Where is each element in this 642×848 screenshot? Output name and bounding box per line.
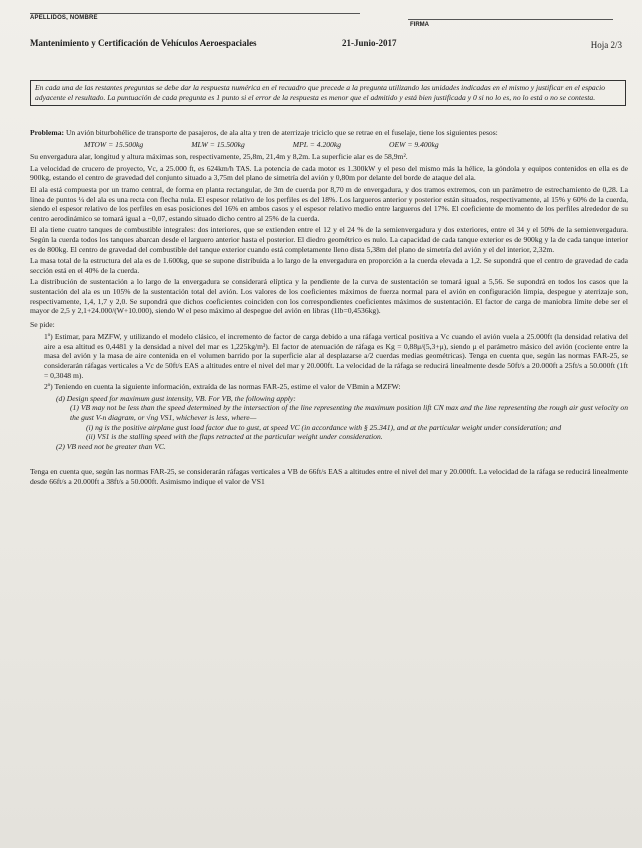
page-number: Hoja 2/3: [590, 40, 622, 50]
question-2: 2º) Teniendo en cuenta la siguiente información, extraída de las normas FAR-25, estime el valor de VBmin a MZFW:: [44, 382, 401, 392]
problem-heading: Problema:: [30, 128, 65, 137]
weights-row: [30, 140, 628, 150]
far-cite-i: (i) ng is the positive airplane gust load factor due to gust, at speed VC (in accordance with § 25.341), and at the particular weight under consideration; and: [86, 422, 562, 432]
paragraph-wing: El ala está compuesta por un tramo central, de forma en planta rectangular, de 3m de cuerda por 8,70 m de envergadura, y dos tramos extremos, con un parámetro de estrechamiento de 0,28. La línea de puntos ¼ del ala es una recta con flecha nula. El espesor relativo de los perfiles es del 18%. Los largueros anterior y posterior están situados, respectivamente, al 15% y 60% de la cuerda, siendo el espesor relativo de los perfiles en esas posiciones del 16% en ambos casos y el espesor relativo medio entre largueros del 17%. El coeficiente de momento de los perfiles alrededor de su centro aerodinámico se tomará igual a −0,07, estando situado dicho centro al 25% de la cuerda.: [30, 184, 628, 223]
far-cite-2: (2) VB need not be greater than VC.: [56, 441, 166, 451]
instructions-box: En cada una de las restantes preguntas se debe dar la respuesta numérica en el recuadro que precede a la pregunta utilizando las unidades indicadas en el mismo y justificar en el espacio adyacente el resultado. La puntuación de cada pregunta es 1 punto si el error de la respuesta es menor que el admitido y está bien justificada y 0 si no lo es, no lo está o no se contesta.: [30, 80, 626, 106]
paragraph-mass: La masa total de la estructura del ala es de 1.600kg, que se supone distribuida a lo largo de la envergadura en proporción a la cuerda elevada a 1,2. Se supondrá que el centro de gravedad de cada sección está en el 40% de la cuerda.: [30, 256, 628, 275]
course-title: Mantenimiento y Certificación de Vehículos Aeroespaciales: [30, 38, 257, 48]
problem-body: [30, 128, 628, 489]
exam-date: 21-Junio-2017: [342, 38, 397, 48]
signature-label: FIRMA: [410, 22, 429, 28]
name-line: [30, 13, 360, 14]
paragraph-speed: La velocidad de crucero de proyecto, Vc, a 25.000 ft, es 624km/h TAS. La potencia de cada motor es 1.300kW y el peso del mismo más la hélice, la góndola y equipos contenidos en ella es de 900kg, estando el centro de gravedad del conjunto situado a 3,75m del plano de simetría del avión y 0,80m por delante del borde de ataque del ala.: [30, 163, 628, 183]
far-cite-ii: (ii) VS1 is the stalling speed with the flaps retracted at the particular weight under consideration.: [86, 432, 383, 442]
paragraph-tanks: El ala tiene cuatro tanques de combustible integrales: dos interiores, que se extienden entre el 12 y el 24 % de la semienvergadura y dos exteriores, entre el 34 y el 50% de la semienvergadura. Según la cuerda todos los tanques abarcan desde el larguero anterior hasta el posterior. El diedro geométrico es nulo. La capacidad de cada tanque exterior es de 900kg y la de cada tanque interior es de 800kg. El centro de gravedad del combustible del tanque exterior cuando está completamente lleno dista 5,38m del plano de simetría del avión y el del interior, 2,32m.: [30, 225, 628, 254]
far-cite-1: (1) VB may not be less than the speed determined by the intersection of the line representing the maximum position lift CN max and the line representing the rough air gust velocity on the gust V-n diagram, or √ng VS1, whichever is less, where—: [70, 403, 628, 423]
weight-mpl: MPL = 4.200kg: [292, 139, 342, 149]
weight-oew: OEW = 9.400kg: [389, 139, 439, 149]
paragraph-dimensions: Su envergadura alar, longitud y altura máximas son, respectivamente, 25,8m, 21,4m y 8,2m. La superficie alar es de 58,9m².: [30, 152, 408, 162]
weight-mlw: MLW = 15.500kg: [191, 139, 245, 149]
question-1: 1º) Estimar, para MZFW, y utilizando el modelo clásico, el incremento de factor de carga debido a una ráfaga vertical positiva a Vc cuando el avión vuela a 25.000ft (la densidad relativa del aire a esa altitud es 0,4481 y la densidad a nivel del mar es 1,225kg/m³). El factor de atenuación de ráfaga es Kg = 0,88μ/(5,3+μ), siendo μ el parámetro másico del avión (cociente entre la masa del avión y la masa de aire contenida en el volumen barrido por la superficie alar al desplazarse a/2 cuerdas medias geométricas). Tenga en cuenta que, según las normas FAR-25, se considerarán ráfagas verticales a Vc de 50ft/s EAS a altitudes entre el nivel del mar y 20.000ft. La velocidad de la ráfaga se reducirá linealmente desde 50ft/s a 20.000ft a 25ft/s a 50.000ft (1ft = 0,3048 m).: [44, 332, 628, 380]
problem-intro: Problema: Un avión biturbohélice de transporte de pasajeros, de ala alta y tren de aterrizaje triciclo que se retrae en el fuselaje, tiene los siguientes pesos:: [30, 128, 498, 137]
weight-mtow: MTOW = 15.500kg: [84, 139, 144, 149]
signature-line: [408, 19, 613, 20]
se-pide: Se pide:: [30, 319, 55, 329]
final-paragraph: Tenga en cuenta que, según las normas FAR-25, se considerarán ráfagas verticales a VB de 66ft/s EAS a altitudes entre el nivel del mar y 20.000ft. La velocidad de la ráfaga se reducirá linealmente desde 66ft/s a 20.000ft a 38ft/s a 50.000ft. Asimismo indique el valor de VS1: [30, 467, 628, 486]
name-label: APELLIDOS, NOMBRE: [30, 15, 98, 21]
paragraph-lift: La distribución de sustentación a lo largo de la envergadura se considerará elíptica y la pendiente de la curva de sustentación se tomará igual a 5,56. Se supondrá en todos los casos que la sustentación del ala es un 105% de la sustentación total del avión. Los valores de los coeficientes máximos de fuerza normal para el avión en configuración limpia, despegue y aterrizaje son, respectivamente, 1,4, 1,7 y 2,0. Se supondrá que dichos coeficientes coinciden con los correspondientes coeficientes máximos de sustentación. El factor de carga de maniobra límite debe ser el mayor de 2,5 y 2,1+24.000/(W+10.000), siendo W el peso máximo al despegue del avión en libras (1lb=0,4536kg).: [30, 277, 628, 316]
far-cite-d: (d) Design speed for maximum gust intensity, VB. For VB, the following apply:: [56, 393, 296, 403]
